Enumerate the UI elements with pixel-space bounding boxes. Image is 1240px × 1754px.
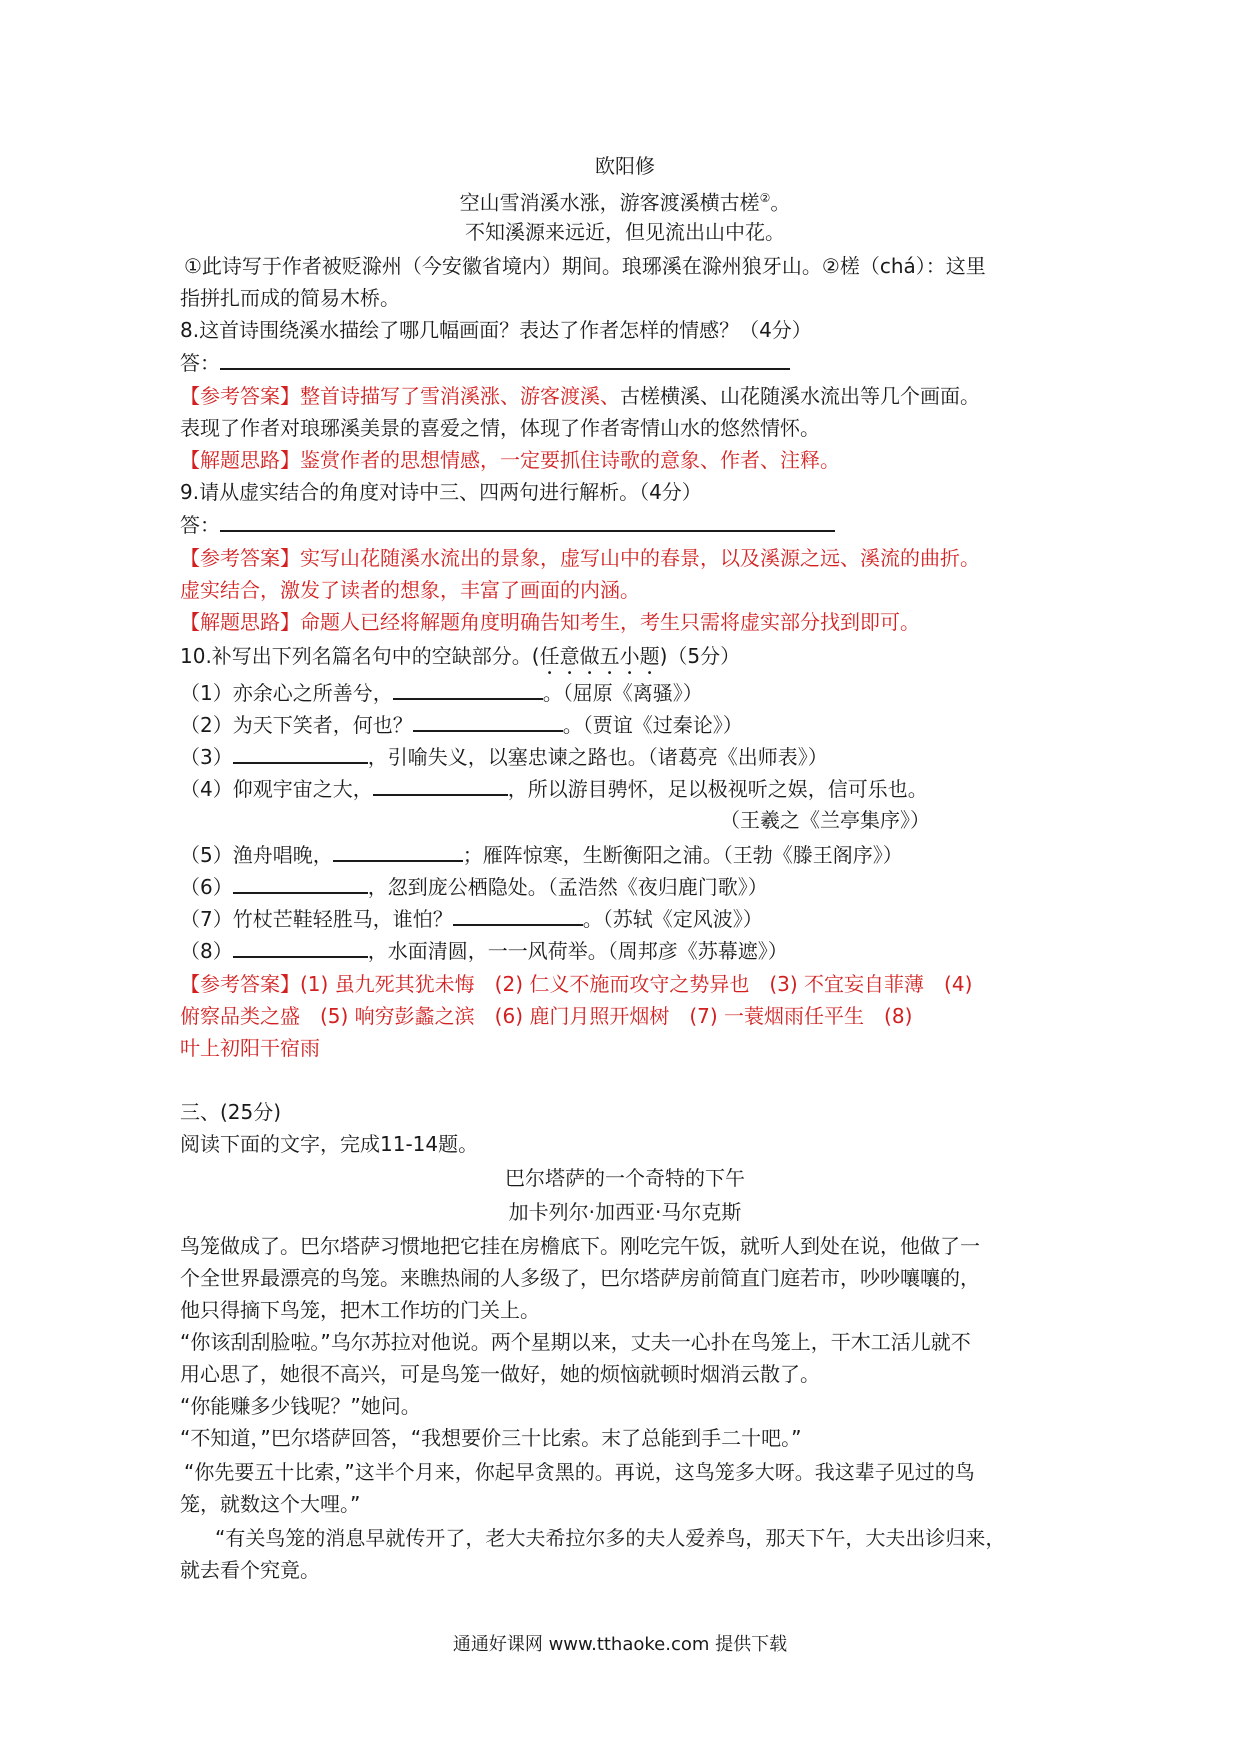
poem-note-marker: ② <box>759 191 771 205</box>
answer-9-blank[interactable] <box>220 508 835 532</box>
q10-item-6-blank[interactable] <box>233 870 368 894</box>
answer-8-prefix: 答： <box>180 351 220 375</box>
answer-8-line <box>180 346 1070 379</box>
q10-item-2-blank[interactable] <box>413 708 563 732</box>
q10-item-5-a: （5）渔舟唱晚， <box>180 843 333 867</box>
q10-item-5-b: ；雁阵惊寒，生断衡阳之浦。（王勃《滕王阁序》） <box>462 843 903 867</box>
q10-item-1-a: （1）亦余心之所善兮， <box>180 681 393 705</box>
q9-hint <box>180 606 1070 638</box>
q10-reference-answer-2: 俯察品类之盛 (5) 响穷彭蠡之滨 (6) 鹿门月照开烟树 (7) 一蓑烟雨任平生 (8) <box>180 1004 913 1028</box>
story-line-1: 鸟笼做成了。巴尔塔萨习惯地把它挂在房檐底下。刚吃完午饭，就听人到处在说，他做了一 <box>180 1234 980 1258</box>
question-9: 9.请从虚实结合的角度对诗中三、四两句进行解析。（4分） <box>180 480 702 504</box>
answer-8-blank[interactable] <box>220 346 790 370</box>
poem-notes-line-1: ①此诗写于作者被贬滁州（今安徽省境内）期间。琅琊溪在滁州狼牙山。②槎（chá）：这里 <box>184 254 986 278</box>
question-10 <box>180 640 1070 679</box>
story-line-3: 他只得摘下鸟笼，把木工作坊的门关上。 <box>180 1298 540 1322</box>
q10-item-5 <box>180 838 1070 871</box>
q10-item-6-a: （6） <box>180 875 233 899</box>
q10-emphasis: 任意做五小题 <box>539 644 660 668</box>
q10-item-3-a: （3） <box>180 745 233 769</box>
q8-ref-text-2: 古槎横溪、山花随溪水流出等几个画面。 <box>620 384 980 408</box>
q8-ref-text-1: 整首诗描写了雪消溪涨、游客渡溪、 <box>300 384 620 408</box>
story-line-6: “你能赚多少钱呢？”她问。 <box>180 1394 421 1418</box>
q10-item-8-b: ，水面清圆，一一风荷举。（周邦彦《苏幕遮》） <box>367 939 788 963</box>
q10-item-1 <box>180 676 1070 709</box>
story-line-5: 用心思了，她很不高兴，可是鸟笼一做好，她的烦恼就顿时烟消云散了。 <box>180 1362 820 1386</box>
q10-item-7-a: （7）竹杖芒鞋轻胜马，谁怕？ <box>180 907 453 931</box>
q10-ref-label: 【参考答案】 <box>180 972 300 996</box>
story-line-10: “有关鸟笼的消息早就传开了，老大夫希拉尔多的夫人爱养鸟，那天下午，大夫出诊归来， <box>215 1526 1006 1550</box>
q10-item-3-b: ，引喻失义，以塞忠谏之路也。（诸葛亮《出师表》） <box>367 745 828 769</box>
q10-item-2-b: 。（贾谊《过秦论》） <box>562 713 743 737</box>
q8-reference-answer-2: 表现了作者对琅琊溪美景的喜爱之情，体现了作者寄情山水的悠然情怀。 <box>180 416 820 440</box>
q10-item-2 <box>180 708 1070 741</box>
poem-author: 欧阳修 <box>595 154 655 178</box>
q10-item-3 <box>180 740 1070 773</box>
poem-line-1-end: 。 <box>770 190 791 215</box>
q10-reference-answer-1 <box>180 968 1070 1000</box>
story-line-9: 笼，就数这个大哩。” <box>180 1492 361 1516</box>
q10-item-4 <box>180 772 1070 805</box>
q8-hint-label: 【解题思路】 <box>180 448 300 472</box>
q10-item-4-a: （4）仰观宇宙之大， <box>180 777 373 801</box>
q10-text-a: 10.补写出下列名篇名句中的空缺部分。( <box>180 644 540 668</box>
q8-ref-label: 【参考答案】 <box>180 384 300 408</box>
q10-item-5-blank[interactable] <box>333 838 463 862</box>
page-footer: 通通好课网 www.tthaoke.com 提供下载 <box>452 1634 788 1655</box>
q9-reference-answer-1 <box>180 542 1070 574</box>
poem-line-1 <box>180 182 1070 219</box>
q10-item-4-blank[interactable] <box>373 772 508 796</box>
q10-item-4-source: （王羲之《兰亭集序》） <box>720 808 930 832</box>
question-8: 8.这首诗围绕溪水描绘了哪几幅画面？表达了作者怎样的情感？（4分） <box>180 318 812 342</box>
q10-text-b: )（5分） <box>659 644 741 668</box>
q10-item-7 <box>180 902 1070 935</box>
story-line-7: “不知道，”巴尔塔萨回答，“我想要价三十比索。末了总能到手二十吧。” <box>180 1426 802 1450</box>
q10-reference-answer-3: 叶上初阳干宿雨 <box>180 1036 320 1060</box>
q10-item-8-a: （8） <box>180 939 233 963</box>
poem-line-2: 不知溪源来远近，但见流出山中花。 <box>465 220 785 244</box>
q8-reference-answer-1 <box>180 380 1070 412</box>
story-title: 巴尔塔萨的一个奇特的下午 <box>505 1166 745 1190</box>
q10-item-4-b: ，所以游目骋怀，足以极视听之娱，信可乐也。 <box>507 777 928 801</box>
poem-line-1-text: 空山雪消溪水涨，游客渡溪横古槎 <box>459 190 760 215</box>
q9-reference-answer-2: 虚实结合，激发了读者的想象，丰富了画面的内涵。 <box>180 578 640 602</box>
answer-9-line <box>180 508 1070 541</box>
story-line-11: 就去看个究竟。 <box>180 1558 320 1582</box>
q10-item-6-b: ，忽到庞公栖隐处。（孟浩然《夜归鹿门歌》） <box>367 875 768 899</box>
answer-9-prefix: 答： <box>180 513 220 537</box>
q9-hint-text: 命题人已经将解题角度明确告知考生，考生只需将虚实部分找到即可。 <box>300 610 920 634</box>
q8-hint <box>180 444 1070 476</box>
q10-item-8 <box>180 934 1070 967</box>
q9-ref-label: 【参考答案】 <box>180 546 300 570</box>
section-3-instruction: 阅读下面的文字，完成11-14题。 <box>180 1132 479 1156</box>
story-author: 加卡列尔·加西亚·马尔克斯 <box>508 1200 742 1224</box>
q10-item-1-b: 。（屈原《离骚》） <box>542 681 703 705</box>
story-line-2: 个全世界最漂亮的鸟笼。来瞧热闹的人多级了，巴尔塔萨房前简直门庭若市，吵吵嚷嚷的， <box>180 1266 980 1290</box>
q9-ref-text-1: 实写山花随溪水流出的景象，虚写山中的春景，以及溪源之远、溪流的曲折。 <box>300 546 980 570</box>
poem-notes-line-2: 指拼扎而成的简易木桥。 <box>180 286 400 310</box>
q10-item-1-blank[interactable] <box>393 676 543 700</box>
q10-item-7-b: 。（苏轼《定风波》） <box>582 907 763 931</box>
story-line-4: “你该刮刮脸啦。”乌尔苏拉对他说。两个星期以来，丈夫一心扑在鸟笼上，干木工活儿就不 <box>180 1330 971 1354</box>
section-3-heading: 三、(25分) <box>180 1100 282 1124</box>
q9-hint-label: 【解题思路】 <box>180 610 300 634</box>
q10-item-3-blank[interactable] <box>233 740 368 764</box>
q8-hint-text: 鉴赏作者的思想情感，一定要抓住诗歌的意象、作者、注释。 <box>300 448 840 472</box>
q10-item-6 <box>180 870 1070 903</box>
q10-item-8-blank[interactable] <box>233 934 368 958</box>
q10-ref-line-1: (1) 虽九死其犹未悔 (2) 仁义不施而攻守之势异也 (3) 不宜妄自菲薄 (4) <box>300 972 973 996</box>
q10-item-7-blank[interactable] <box>453 902 583 926</box>
q10-item-2-a: （2）为天下笑者，何也？ <box>180 713 413 737</box>
story-line-8: “你先要五十比索，”这半个月来，你起早贪黑的。再说，这鸟笼多大呀。我这辈子见过的鸟 <box>184 1460 975 1484</box>
